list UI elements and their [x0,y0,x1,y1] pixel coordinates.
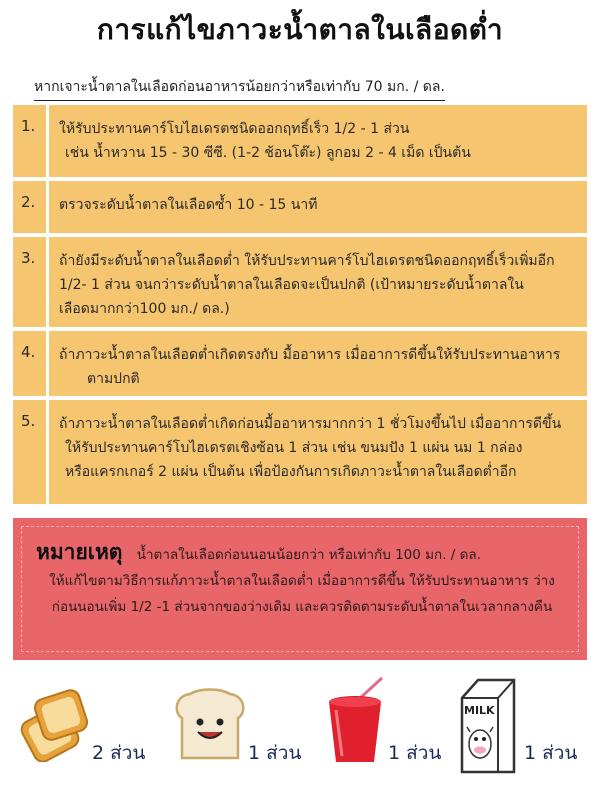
step-line: ถ้าภาวะน้ำตาลในเลือดต่ำเกิดก่อนมื้ออาหารมากกว่า 1 ชั่วโมงขึ้นไป เมื่ออาการดีขึ้น [59,416,562,432]
page-title: การแก้ไขภาวะน้ำตาลในเลือดต่ำ [96,13,504,46]
step-line: ถ้ายังมีระดับน้ำตาลในเลือดต่ำ ให้รับประทานคาร์โบไฮเดรตชนิดออกฤทธิ์เร็วเพิ่มอีก [59,253,555,269]
crackers-icon [18,682,93,766]
step-text [49,181,587,233]
juice-cup-icon [322,676,392,770]
step-line: เช่น น้ำหวาน 15 - 30 ซีซี. (1-2 ช้อนโต๊ะ) ลูกอม 2 - 4 เม็ด เป็นต้น [65,145,471,161]
milk-carton-text: MILK [464,704,495,717]
note-heading [36,539,568,568]
step-item [13,105,587,177]
step-line: ให้รับประทานคาร์โบไฮเดรตเชิงซ้อน 1 ส่วน เช่น ขนมปัง 1 แผ่น นม 1 กล่อง [65,440,523,456]
step-item [13,400,587,504]
step-line: ตามปกติ [87,371,140,387]
milk-carton-icon [456,674,520,778]
step-number: 5. [13,400,49,504]
step-text [49,331,587,396]
step-text [49,105,587,177]
food-label: 2 ส่วน [92,742,146,764]
note-box [13,518,587,660]
note-content [21,526,579,652]
step-text [49,400,587,504]
step-number: 2. [13,181,49,233]
note-line: ให้แก้ไขตามวิธีการแก้ภาวะน้ำตาลในเลือดต่ำ เมื่ออาการดีขึ้น ให้รับประทานอาหาร ว่าง [49,573,555,589]
step-line: 1/2- 1 ส่วน จนกว่าระดับน้ำตาลในเลือดจะเป็นปกติ (เป้าหมายระดับน้ำตาลใน [59,277,524,293]
food-label: 1 ส่วน [248,742,302,764]
step-line: ให้รับประทานคาร์โบไฮเดรตชนิดออกฤทธิ์เร็ว 1/2 - 1 ส่วน [59,121,410,137]
step-item [13,237,587,327]
food-examples [0,670,600,800]
step-number: 1. [13,105,49,177]
step-item [13,331,587,396]
step-line: ถ้าภาวะน้ำตาลในเลือดต่ำเกิดตรงกับ มื้ออาหาร เมื่ออาการดีขึ้นให้รับประทานอาหาร [59,347,561,363]
step-text [49,237,587,327]
step-line: เลือดมากกว่า100 มก./ ดล.) [59,301,230,317]
step-number: 4. [13,331,49,396]
bread-slice-icon [172,688,248,766]
step-line: หรือแครกเกอร์ 2 แผ่น เป็นต้น เพื่อป้องกันการเกิดภาวะน้ำตาลในเลือดต่ำอีก [65,464,517,480]
page-subtitle: หากเจาะน้ำตาลในเลือดก่อนอาหารน้อยกว่าหรือเท่ากับ 70 มก. / ดล. [34,76,445,101]
note-line: ก่อนนอนเพิ่ม 1/2 -1 ส่วนจากของว่างเดิม และควรติดตามระดับน้ำตาลในเวลากลางคืน [51,599,553,615]
step-line: ตรวจระดับน้ำตาลในเลือดซ้ำ 10 - 15 นาที [59,197,318,213]
food-label: 1 ส่วน [388,742,442,764]
note-heading-text: น้ำตาลในเลือดก่อนนอนน้อยกว่า หรือเท่ากับ 100 มก. / ดล. [136,547,481,563]
food-label: 1 ส่วน [524,742,578,764]
step-item [13,181,587,233]
note-label: หมายเหตุ [36,540,123,564]
step-number: 3. [13,237,49,327]
